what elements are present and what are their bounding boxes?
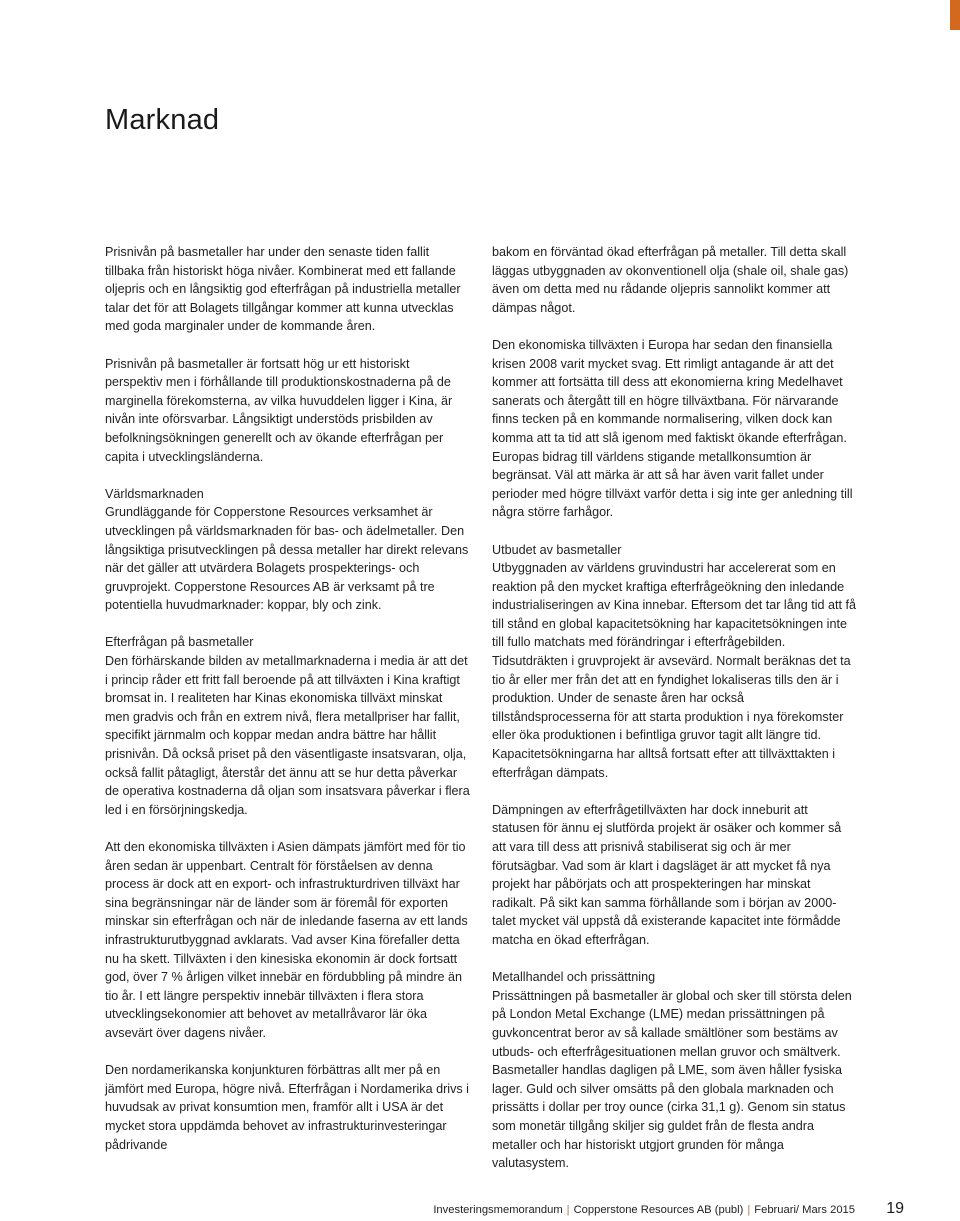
body-paragraph: Att den ekonomiska tillväxten i Asien dämpats jämfört med för tio åren sedan är uppenbart. Centralt för förståelsen av denna process är dock att en export- och infrastrukturdriven tillväxt har sina begränsningar när de länder som är föremål för exporten minskar sin efterfrågan och när de inledande faserna av ett lands infrastrukturutbyggnad avklarats. Vad avser Kina förefaller detta nu ha skett. Tillväxten i den kinesiska ekonomin är dock fortsatt god, över 7 % årligen vilket innebär en fördubbling på mindre än tio år. I ett längre perspektiv innebär tillväxten i flera stora utvecklingsekonomier att behovet av metallråvaror lär öka avsevärt över dagens nivåer.	[105, 840, 468, 1040]
footer-company: Copperstone Resources AB (publ)	[573, 1204, 744, 1216]
body-paragraph: Den förhärskande bilden av metallmarknaderna i media är att det i princip råder ett fritt fall beroende på att tillväxten i Kina kraftigt bromsat in. I realiteten har Kinas ekonomiska tillväxt minskat men gradvis och från en extrem nivå, flera metallpriser har fallit, specifikt järnmalm och koppar medan andra bättre har hållit prisnivån. Då också priset på den väsentligaste insatsvaran, olja, också fallit påtagligt, återstår det ännu att se hur detta påverkar de operativa kostnaderna då oljan som insatsvara påverkar i flera led i en försörjningskedja.	[105, 654, 470, 817]
footer-text	[433, 1204, 855, 1216]
footer-document-name: Investeringsmemorandum	[433, 1204, 563, 1216]
page-title: Marknad	[105, 104, 220, 136]
section-heading: Metallhandel och prissättning	[492, 970, 656, 985]
right-column	[492, 243, 857, 1191]
body-paragraph: Den nordamerikanska konjunkturen förbättras allt mer på en jämfört med Europa, högre nivå. Efterfrågan i Nordamerika drivs i huvudsak av privat konsumtion men, framför allt i USA är det mycket stora uppdämda behovet av infrastrukturinvesteringar pådrivande	[105, 1063, 469, 1152]
body-paragraph: Utbyggnaden av världens gruvindustri har accelererat som en reaktion på den mycket kraftiga efterfrågeökning den inledande industrialiseringen av Kina innebar. Eftersom det tar lång tid att få till stånd en global kapacitetsökning har kapacitetsökningen inte till fullo matchats med förändringar i efterfrågebilden. Tidsutdräkten i gruvprojekt är avsevärd. Normalt beräknas det ta tio år eller mer från det att en fyndighet lokaliseras tills den är i produktion. Under de senaste åren har också tillståndsprocesserna för att starta produktion i nya förekomster eller öka produktionen i befintliga gruvor tagit allt längre tid. Kapacitetsökningarna har alltså fortsatt efter att tillväxttakten i efterfrågan dämpats.	[492, 561, 857, 780]
page-footer	[0, 1200, 960, 1220]
section-heading: Efterfrågan på basmetaller	[105, 635, 254, 650]
section-metal-trading	[492, 968, 857, 1173]
section-world-market	[105, 485, 470, 615]
intro-paragraph: Prisnivån på basmetaller har under den senaste tiden fallit tillbaka från historiskt höga nivåer. Kombinerat med ett fallande oljepris och en långsiktig god efterfrågan på industriella metaller talar det för att Bolagets tillgångar kommer att kunna utvecklas med goda marginaler under de kommande åren.	[105, 245, 461, 334]
section-heading: Utbudet av basmetaller	[492, 542, 622, 557]
section-supply	[492, 541, 857, 783]
body-paragraph: Den ekonomiska tillväxten i Europa har sedan den finansiella krisen 2008 varit mycket svag. Ett rimligt antagande är att det kommer att fortsätta till dess att ekonomierna kring Medelhavet sanerats och återgått till en högre tillväxtbana. För närvarande finns tecken på en kommande normalisering, vilken dock kan komma att ta tid att slå igenom med faktiskt ökande efterfrågan. Europas bidrag till världens stigande metallkonsumtion är begränsat. Väl att märka är att så har även varit fallet under perioder med högre tillväxt varför detta i sig inte ger anledning till några större farhågor.	[492, 337, 853, 520]
section-demand	[105, 633, 470, 819]
footer-separator: |	[747, 1204, 751, 1216]
footer-date: Februari/ Mars 2015	[754, 1204, 855, 1216]
section-heading: Världsmarknaden	[105, 486, 204, 501]
body-paragraph: Dämpningen av efterfrågetillväxten har dock inneburit att statusen för ännu ej slutförda projekt är osäker och kommer så att vara till dess att prisnivå stabiliserat sig och är mer förutsägbar. Vad som är klart i dagsläget är att mycket få nya projekt har påbörjats och att prospekteringen har minskat radikalt. På sikt kan samma förhållande som i början av 2000-talet mycket väl uppstå då existerande kapacitet inte förmådde matcha en ökad efterfrågan.	[492, 802, 842, 947]
footer-separator: |	[566, 1204, 570, 1216]
body-paragraph: Prissättningen på basmetaller är global och sker till största delen på London Metal Exchange (LME) medan prissättningen på guvkoncentrat beror av så kallade smältlöner som bestäms av utbuds- och efterfrågesituationen mellan gruvor och smältverk. Basmetaller handlas dagligen på LME, som även håller fysiska lager. Guld och silver omsätts på den globala marknaden och prissätts i dollar per troy ounce (cirka 31,1 g). Genom sin status som monetär tillgång skiljer sig guldet från de flesta andra metaller och har historiskt utgjort grunden för många valutasystem.	[492, 988, 852, 1171]
body-paragraph: Grundläggande för Copperstone Resources verksamhet är utvecklingen på världsmarknaden för bas- och ädelmetaller. Den långsiktiga prisutvecklingen på dessa metaller har direkt relevans när det gäller att utvärdera Bolagets prospekterings- och gruvprojekt. Copperstone Resources AB är verksamt på tre potentiella huvudmarknader: koppar, bly och zink.	[105, 505, 469, 613]
left-column	[105, 243, 470, 1173]
corner-accent-mark	[950, 0, 960, 30]
body-paragraph: bakom en förväntad ökad efterfrågan på metaller. Till detta skall läggas utbyggnaden av okonventionell olja (shale oil, shale gas) även om detta med nu rådande oljepris sannolikt kommer att dämpas något.	[492, 245, 849, 315]
page-number: 19	[886, 1200, 904, 1217]
body-paragraph: Prisnivån på basmetaller är fortsatt hög ur ett historiskt perspektiv men i förhållande till produktionskostnaderna på de marginella förekomsterna, av vilka huvuddelen ligger i Kina, är nivån inte oförsvarbar. Långsiktigt understöds prisbilden av befolkningsökningen generellt och av ökande efterfrågan per capita i utvecklingsländerna.	[105, 356, 453, 464]
